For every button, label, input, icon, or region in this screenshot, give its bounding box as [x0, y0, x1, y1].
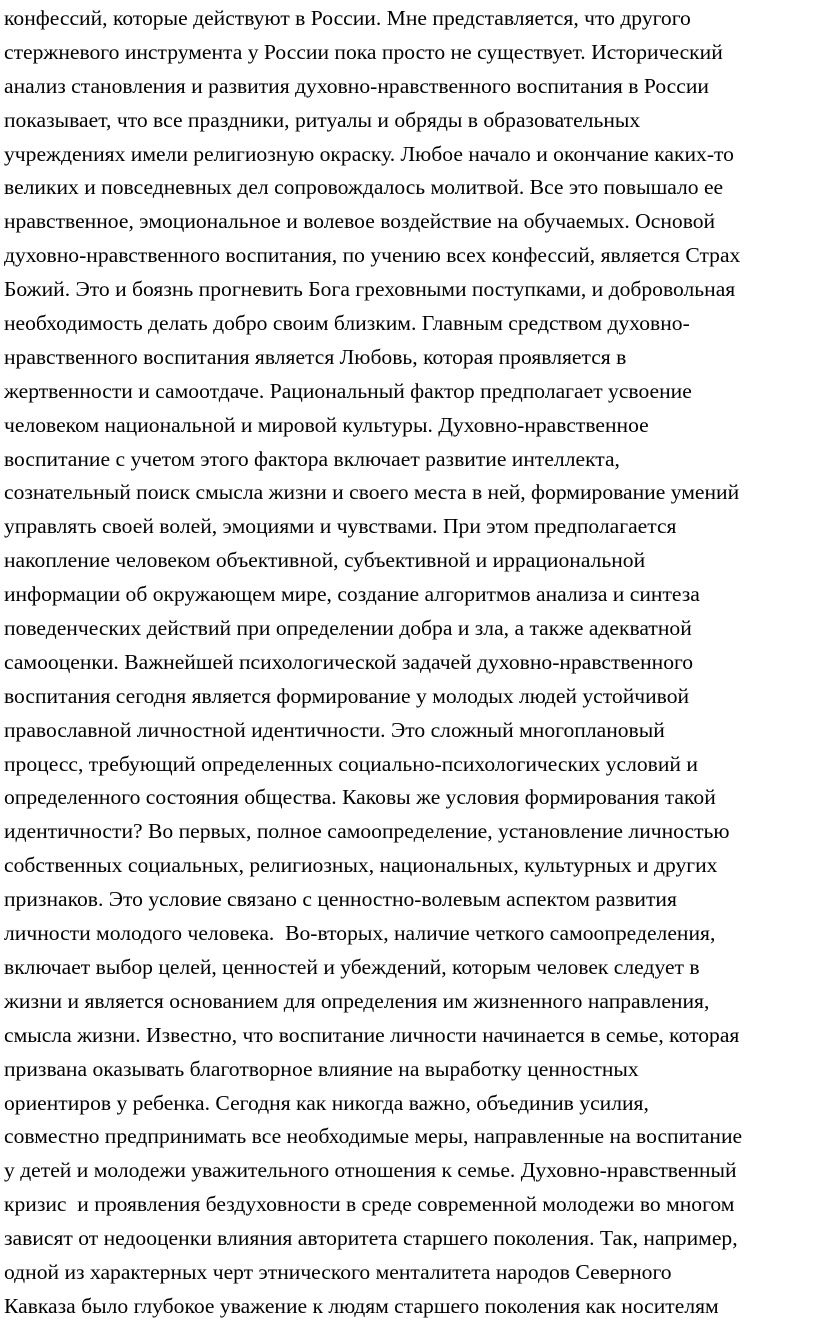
text-line: кризис и проявления бездуховности в среде современной молодежи во многом — [4, 1192, 735, 1217]
text-line: поведенческих действий при определении добра и зла, а также адекватной — [4, 616, 692, 641]
text-line: анализ становления и развития духовно-нравственного воспитания в России — [4, 73, 709, 98]
body-text — [4, 2, 814, 1324]
text-line: нравственное, эмоциональное и волевое воздействие на обучаемых. Основой — [4, 209, 716, 234]
text-line: включает выбор целей, ценностей и убеждений, которым человек следует в — [4, 954, 700, 979]
text-line: призвана оказывать благотворное влияние на выработку ценностных — [4, 1056, 639, 1081]
text-line: православной личностной идентичности. Это сложный многоплановый — [4, 717, 665, 742]
text-line: информации об окружающем мире, создание алгоритмов анализа и синтеза — [4, 582, 700, 607]
text-line: самооценки. Важнейшей психологической задачей духовно-нравственного — [4, 649, 694, 674]
text-line: у детей и молодежи уважительного отношения к семье. Духовно-нравственный — [4, 1158, 737, 1183]
text-line: ориентиров у ребенка. Сегодня как никогда важно, объединив усилия, — [4, 1090, 649, 1115]
text-line: духовно-нравственного воспитания, по учению всех конфессий, является Страх — [4, 243, 741, 268]
text-line: показывает, что все праздники, ритуалы и обряды в образовательных — [4, 107, 641, 132]
text-line: необходимость делать добро своим близким. Главным средством духовно- — [4, 311, 690, 336]
text-line: совместно предпринимать все необходимые меры, направленные на воспитание — [4, 1124, 743, 1149]
text-line: идентичности? Во первых, полное самоопределение, установление личностью — [4, 819, 730, 844]
text-line: стержневого инструмента у России пока просто не существует. Исторический — [4, 39, 723, 64]
text-line: конфессий, которые действуют в России. Мне представляется, что другого — [4, 6, 691, 30]
text-line: жертвенности и самоотдаче. Рациональный фактор предполагает усвоение — [4, 378, 692, 403]
text-line: жизни и является основанием для определения им жизненного направления, — [4, 988, 710, 1013]
text-line: процесс, требующий определенных социально-психологических условий и — [4, 751, 698, 776]
text-line: Божий. Это и боязнь прогневить Бога греховными поступками, и добровольная — [4, 277, 736, 302]
text-line: накопление человеком объективной, субъективной и иррациональной — [4, 548, 646, 573]
text-line: великих и повседневных дел сопровождалось молитвой. Все это повышало ее — [4, 175, 724, 200]
text-line: человеком национальной и мировой культуры. Духовно-нравственное — [4, 412, 649, 437]
text-line: сознательный поиск смысла жизни и своего места в ней, формирование умений — [4, 480, 740, 505]
text-line: зависят от недооценки влияния авторитета старшего поколения. Так, например, — [4, 1226, 738, 1251]
text-line: определенного состояния общества. Каковы же условия формирования такой — [4, 785, 716, 810]
text-line: собственных социальных, религиозных, национальных, культурных и других — [4, 853, 718, 878]
text-line: учреждениях имели религиозную окраску. Любое начало и окончание каких-то — [4, 141, 734, 166]
text-line: нравственного воспитания является Любовь, которая проявляется в — [4, 344, 627, 369]
text-line: управлять своей волей, эмоциями и чувствами. При этом предполагается — [4, 514, 677, 539]
text-line: Кавказа было глубокое уважение к людям старшего поколения как носителям — [4, 1293, 719, 1318]
text-line: смысла жизни. Известно, что воспитание личности начинается в семье, которая — [4, 1022, 740, 1047]
text-line: признаков. Это условие связано с ценностно-волевым аспектом развития — [4, 887, 677, 912]
text-line: воспитание с учетом этого фактора включает развитие интеллекта, — [4, 446, 620, 471]
text-line: воспитания сегодня является формирование у молодых людей устойчивой — [4, 683, 690, 708]
text-line: одной из характерных черт этнического менталитета народов Северного — [4, 1259, 672, 1284]
text-line: личности молодого человека. Во-вторых, наличие четкого самоопределения, — [4, 921, 716, 946]
